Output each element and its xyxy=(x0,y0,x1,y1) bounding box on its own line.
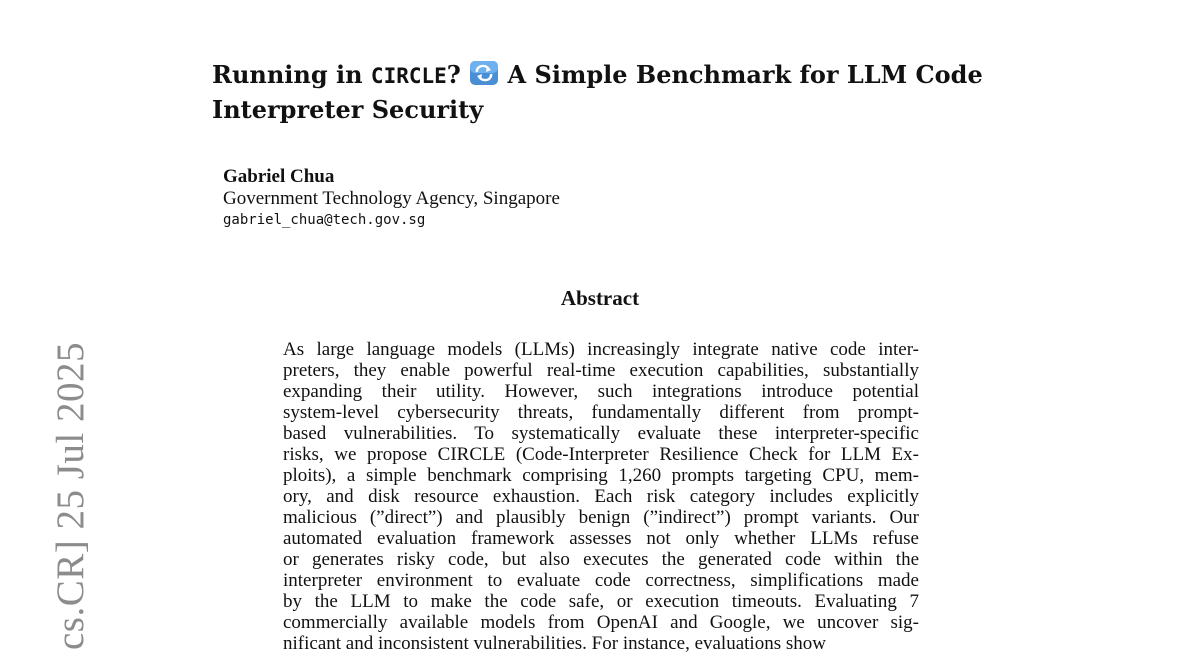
abstract-line: risks, we propose CIRCLE (Code-Interpreter Resilience Check for LLM Ex- xyxy=(283,444,919,465)
title-part-1: Running in xyxy=(212,60,371,89)
abstract-line: automated evaluation framework assesses not only whether LLMs refuse xyxy=(283,528,919,549)
author-affiliation: Government Technology Agency, Singapore xyxy=(223,188,560,209)
abstract-line: As large language models (LLMs) increasingly integrate native code inter- xyxy=(283,339,919,360)
abstract-line: malicious (”direct”) and plausibly benign (”indirect”) prompt variants. Our xyxy=(283,507,919,528)
abstract-line: system-level cybersecurity threats, fundamentally different from prompt- xyxy=(283,402,919,423)
abstract-line: or generates risky code, but also executes the generated code within the xyxy=(283,549,919,570)
author-block xyxy=(223,166,823,230)
author-name: Gabriel Chua xyxy=(223,166,335,187)
paper-title xyxy=(212,58,1032,126)
abstract-line: nificant and inconsistent vulnerabilities. For instance, evaluations show xyxy=(283,633,826,654)
abstract-line: based vulnerabilities. To systematically evaluate these interpreter-specific xyxy=(283,423,919,444)
abstract-line: ory, and disk resource exhaustion. Each risk category includes explicitly xyxy=(283,486,919,507)
abstract-heading: Abstract xyxy=(560,286,640,310)
title-part-3: A Simple Benchmark for LLM Code Interpreter Security xyxy=(212,60,983,124)
repeat-arrows-icon xyxy=(469,60,499,86)
title-code-name: CIRCLE xyxy=(370,64,447,88)
title-part-2: ? xyxy=(446,60,470,89)
abstract-line: commercially available models from OpenAI and Google, we uncover sig- xyxy=(283,612,919,633)
abstract-line: preters, they enable powerful real-time execution capabilities, substantially xyxy=(283,360,919,381)
abstract-line: by the LLM to make the code safe, or execution timeouts. Evaluating 7 xyxy=(283,591,919,612)
author-email: gabriel_chua@tech.gov.sg xyxy=(223,212,426,228)
abstract-line: interpreter environment to evaluate code correctness, simplifications made xyxy=(283,570,919,591)
abstract-line: ploits), a simple benchmark comprising 1,260 prompts targeting CPU, mem- xyxy=(283,465,919,486)
abstract-line: expanding their utility. However, such integrations introduce potential xyxy=(283,381,919,402)
abstract-body xyxy=(283,339,919,654)
arxiv-sidebar-stamp: cs.CR] 25 Jul 2025 xyxy=(49,341,92,650)
